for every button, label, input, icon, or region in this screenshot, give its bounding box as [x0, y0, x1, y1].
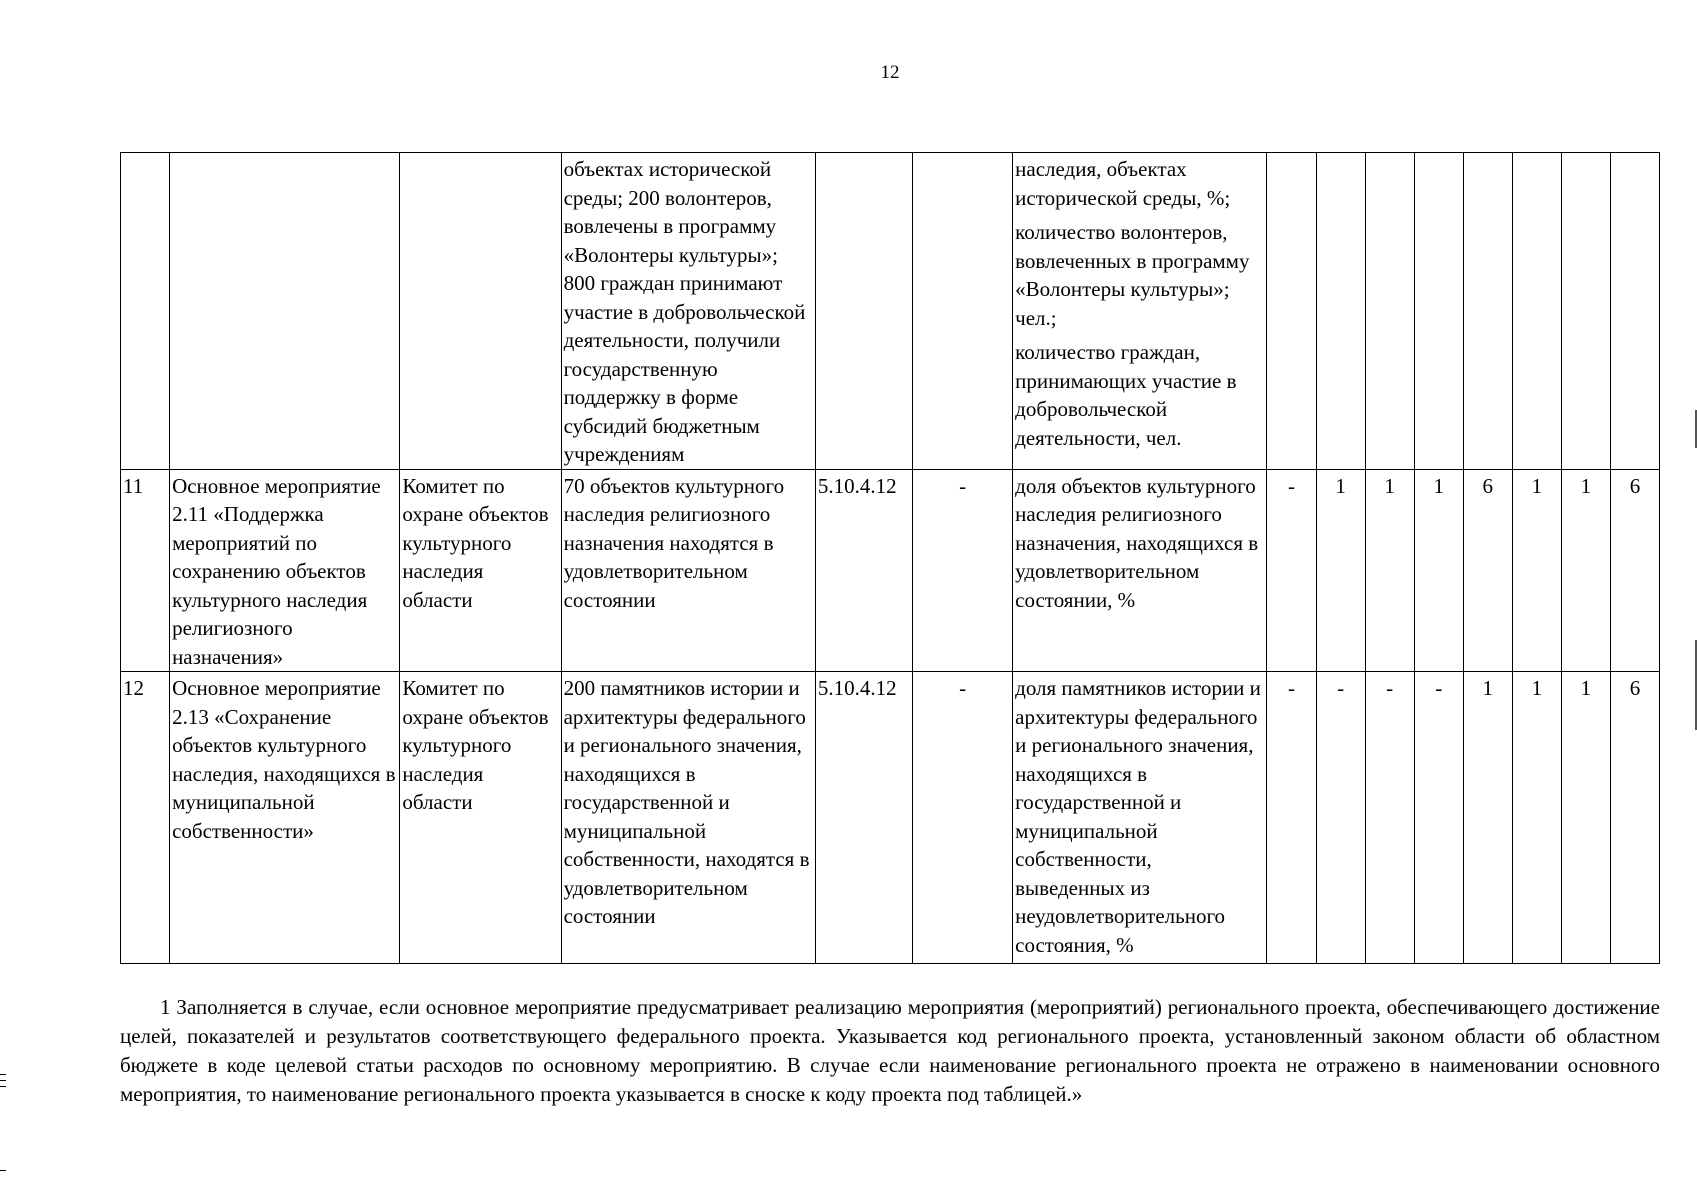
table-row: [121, 153, 1660, 470]
executor-cell: Комитет по охране объектов культурного наследия области: [400, 469, 561, 672]
measure-name-cell: [170, 153, 400, 470]
value-cell: 6: [1463, 469, 1512, 672]
indicator-item: доля памятников истории и архитектуры федерального и регионального значения, находящихся в государственной и муниципальной собственности, выведенных из неудовлетворительного состояния, %: [1015, 676, 1261, 957]
value-cell: 1: [1463, 672, 1512, 964]
footnote: 1 Заполняется в случае, если основное мероприятие предусматривает реализацию мероприятия (мероприятий) регионального проекта, обеспечивающего достижение целей, показателей и результатов соответствующего федерального проекта. Указывается код регионального проекта, установленный законом области об областном бюджете в коде целевой статьи расходов по основному мероприятию. В случае если наименование регионального проекта не отражено в наименовании основного мероприятия, то наименование регионального проекта указывается в сноске к коду проекта под таблицей.»: [120, 995, 1660, 1106]
value-cell: -: [1414, 672, 1463, 964]
indicator-item: наследия, объектах исторической среды, %;: [1015, 157, 1231, 210]
value-cell: [1561, 153, 1610, 470]
value-cell: 1: [1512, 469, 1561, 672]
value-cell: [1316, 153, 1365, 470]
margin-mark: [0, 1170, 6, 1171]
result-cell: объектах исторической среды; 200 волонтеров, вовлечены в программу «Волонтеры культуры»; 800 граждан принимают участие в добровольческой деятельности, получили государственную поддержку в форме субсидий бюджетным учреждениям: [561, 153, 815, 470]
measure-name-cell: Основное мероприятие 2.13 «Сохранение объектов культурного наследия, находящихся в муниципальной собственности»: [170, 672, 400, 964]
margin-mark: [0, 1086, 6, 1087]
code-cell: 5.10.4.12: [815, 672, 912, 964]
indicator-cell: [1013, 672, 1267, 964]
code-cell: 5.10.4.12: [815, 469, 912, 672]
value-cell: -: [1316, 672, 1365, 964]
row-number-cell: 12: [121, 672, 170, 964]
indicator-cell: [1013, 153, 1267, 470]
executor-cell: [400, 153, 561, 470]
dash-cell: -: [913, 469, 1013, 672]
result-cell: 200 памятников истории и архитектуры федерального и регионального значения, находящихся в государственной и муниципальной собственности, находятся в удовлетворительном состоянии: [561, 672, 815, 964]
result-cell: 70 объектов культурного наследия религиозного назначения находятся в удовлетворительном состоянии: [561, 469, 815, 672]
margin-mark: [0, 1074, 6, 1075]
table-body: [121, 153, 1660, 964]
value-cell: [1463, 153, 1512, 470]
value-cell: 1: [1414, 469, 1463, 672]
code-cell: [815, 153, 912, 470]
indicator-item: доля объектов культурного наследия религиозного назначения, находящихся в удовлетворительном состоянии, %: [1015, 473, 1259, 612]
value-cell: [1414, 153, 1463, 470]
value-cell: -: [1267, 672, 1316, 964]
value-cell: 1: [1316, 469, 1365, 672]
value-cell: -: [1267, 469, 1316, 672]
value-cell: 1: [1512, 672, 1561, 964]
value-cell: 6: [1610, 469, 1659, 672]
page-number: 12: [880, 62, 900, 83]
value-cell: [1512, 153, 1561, 470]
indicator-item: количество волонтеров, вовлеченных в программу «Волонтеры культуры»; чел.;: [1015, 220, 1250, 330]
value-cell: 1: [1365, 469, 1414, 672]
row-number-cell: [121, 153, 170, 470]
margin-mark: [0, 1080, 6, 1081]
measures-table: [120, 152, 1660, 964]
value-cell: -: [1365, 672, 1414, 964]
dash-cell: -: [913, 672, 1013, 964]
indicator-item: количество граждан, принимающих участие в добровольческой деятельности, чел.: [1015, 340, 1237, 450]
measure-name-cell: Основное мероприятие 2.11 «Поддержка мероприятий по сохранению объектов культурного наследия религиозного назначения»: [170, 469, 400, 672]
value-cell: 1: [1561, 469, 1610, 672]
row-number-cell: 11: [121, 469, 170, 672]
value-cell: 1: [1561, 672, 1610, 964]
dash-cell: [913, 153, 1013, 470]
value-cell: [1365, 153, 1414, 470]
table-row: [121, 672, 1660, 964]
value-cell: [1610, 153, 1659, 470]
value-cell: 6: [1610, 672, 1659, 964]
indicator-cell: [1013, 469, 1267, 672]
value-cell: [1267, 153, 1316, 470]
table-row: [121, 469, 1660, 672]
executor-cell: Комитет по охране объектов культурного наследия области: [400, 672, 561, 964]
